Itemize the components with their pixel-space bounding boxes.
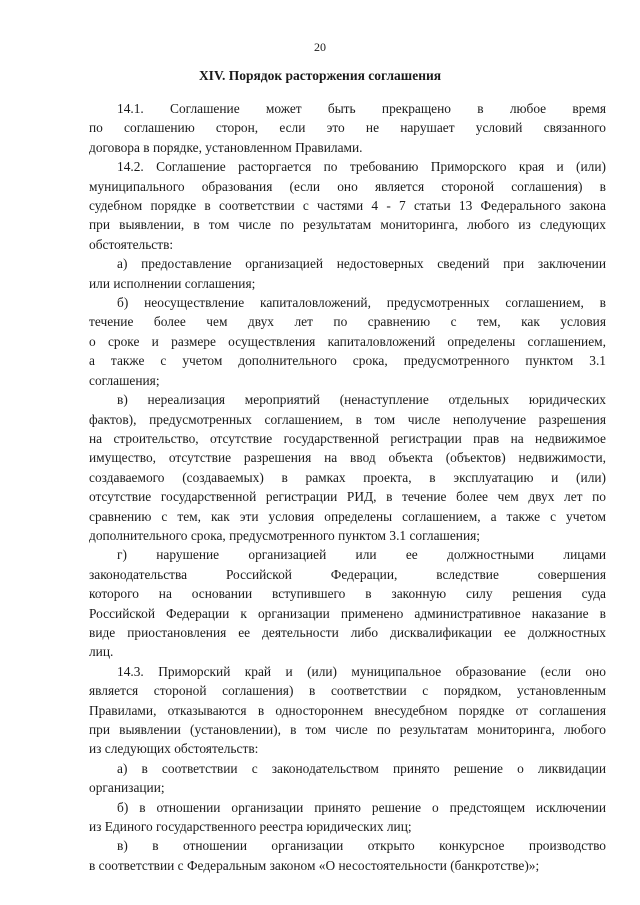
text-line: 14.3. Приморский край и (или) муниципальное образование (если оно <box>117 663 606 679</box>
paragraph <box>89 157 606 254</box>
text-line: из следующих обстоятельств: <box>89 741 259 757</box>
paragraph <box>89 798 606 837</box>
text-line: а также с учетом дополнительного срока, предусмотренного пунктом 3.1 <box>89 353 606 369</box>
paragraph <box>89 662 606 759</box>
text-line: виде приостановления ее деятельности либо дисквалификации ее должностных <box>89 624 606 640</box>
paragraph <box>89 390 606 545</box>
text-line: при выявлении, в том числе по результатам мониторинга, любого из следующих <box>89 217 606 233</box>
document-body <box>89 99 606 875</box>
text-line: Правилами, отказываются в одностороннем внесудебном порядке от соглашения <box>89 702 606 718</box>
text-line: муниципального образования (если оно является стороной соглашения) в <box>89 178 606 194</box>
text-line: из Единого государственного реестра юридических лиц; <box>89 819 412 835</box>
text-line: договора в порядке, установленном Правилами. <box>89 139 363 155</box>
paragraph <box>89 836 606 875</box>
text-line: в) в отношении организации открыто конкурсное производство <box>117 838 606 854</box>
text-line: или исполнении соглашения; <box>89 275 256 291</box>
section-title: XIV. Порядок расторжения соглашения <box>198 68 442 83</box>
text-line: обстоятельств: <box>89 236 174 252</box>
text-line: Российской Федерации к организации применено административное наказание в <box>89 605 606 621</box>
text-line: на строительство, отсутствие государственной регистрации прав на недвижимое <box>89 430 606 446</box>
text-line: является стороной соглашения) в соответствии с порядком, установленным <box>89 683 606 699</box>
text-line: в соответствии с Федеральным законом «О несостоятельности (банкротстве)»; <box>89 857 540 873</box>
paragraph <box>89 293 606 390</box>
text-line: течение более чем двух лет по сравнению с тем, как условия <box>89 314 606 330</box>
text-line: законодательства Российской Федерации, вследствие совершения <box>89 566 606 582</box>
text-line: которого на основании вступившего в законную силу решения суда <box>89 586 606 602</box>
text-line: сравнению с тем, как эти условия определены соглашением, а также с учетом <box>89 508 606 524</box>
text-line: в) нереализация мероприятий (ненаступление отдельных юридических <box>117 392 606 408</box>
text-line: соглашения; <box>89 372 160 388</box>
text-line: по соглашению сторон, если это не нарушает условий связанного <box>89 120 606 136</box>
text-line: б) в отношении организации принято решение о предстоящем исключении <box>117 799 606 815</box>
text-line: организации; <box>89 780 165 796</box>
text-line: б) неосуществление капиталовложений, предусмотренных соглашением, в <box>117 295 606 311</box>
text-line: судебном порядке в соответствии с частями 4 - 7 статьи 13 Федерального закона <box>89 198 606 214</box>
paragraph <box>89 99 606 157</box>
text-line: о сроке и размере осуществления капиталовложений определены соглашением, <box>89 333 606 349</box>
text-line: 14.2. Соглашение расторгается по требованию Приморского края и (или) <box>117 159 606 175</box>
paragraph <box>89 545 606 661</box>
paragraph <box>89 254 606 293</box>
text-line: дополнительного срока, предусмотренного пунктом 3.1 соглашения; <box>89 527 481 543</box>
text-line: фактов), предусмотренных соглашением, в том числе неполучение разрешения <box>89 411 606 427</box>
text-line: г) нарушение организацией или ее должностными лицами <box>117 547 606 563</box>
text-line: а) предоставление организацией недостоверных сведений при заключении <box>117 256 606 272</box>
text-line: а) в соответствии с законодательством принято решение о ликвидации <box>117 760 606 776</box>
text-line: 14.1. Соглашение может быть прекращено в любое время <box>117 101 606 116</box>
page-number: 20 <box>314 40 326 54</box>
text-line: имущество, отсутствие разрешения на ввод объекта (объектов) недвижимости, <box>89 450 606 466</box>
text-line: лиц. <box>89 644 114 660</box>
text-line: при выявлении (установлении), в том числе по результатам мониторинга, любого <box>89 722 606 737</box>
text-line: создаваемого (создаваемых) в рамках проекта, в эксплуатацию и (или) <box>89 469 606 485</box>
paragraph <box>89 759 606 798</box>
text-line: отсутствие государственной регистрации РИД, в течение более чем двух лет по <box>89 489 606 505</box>
